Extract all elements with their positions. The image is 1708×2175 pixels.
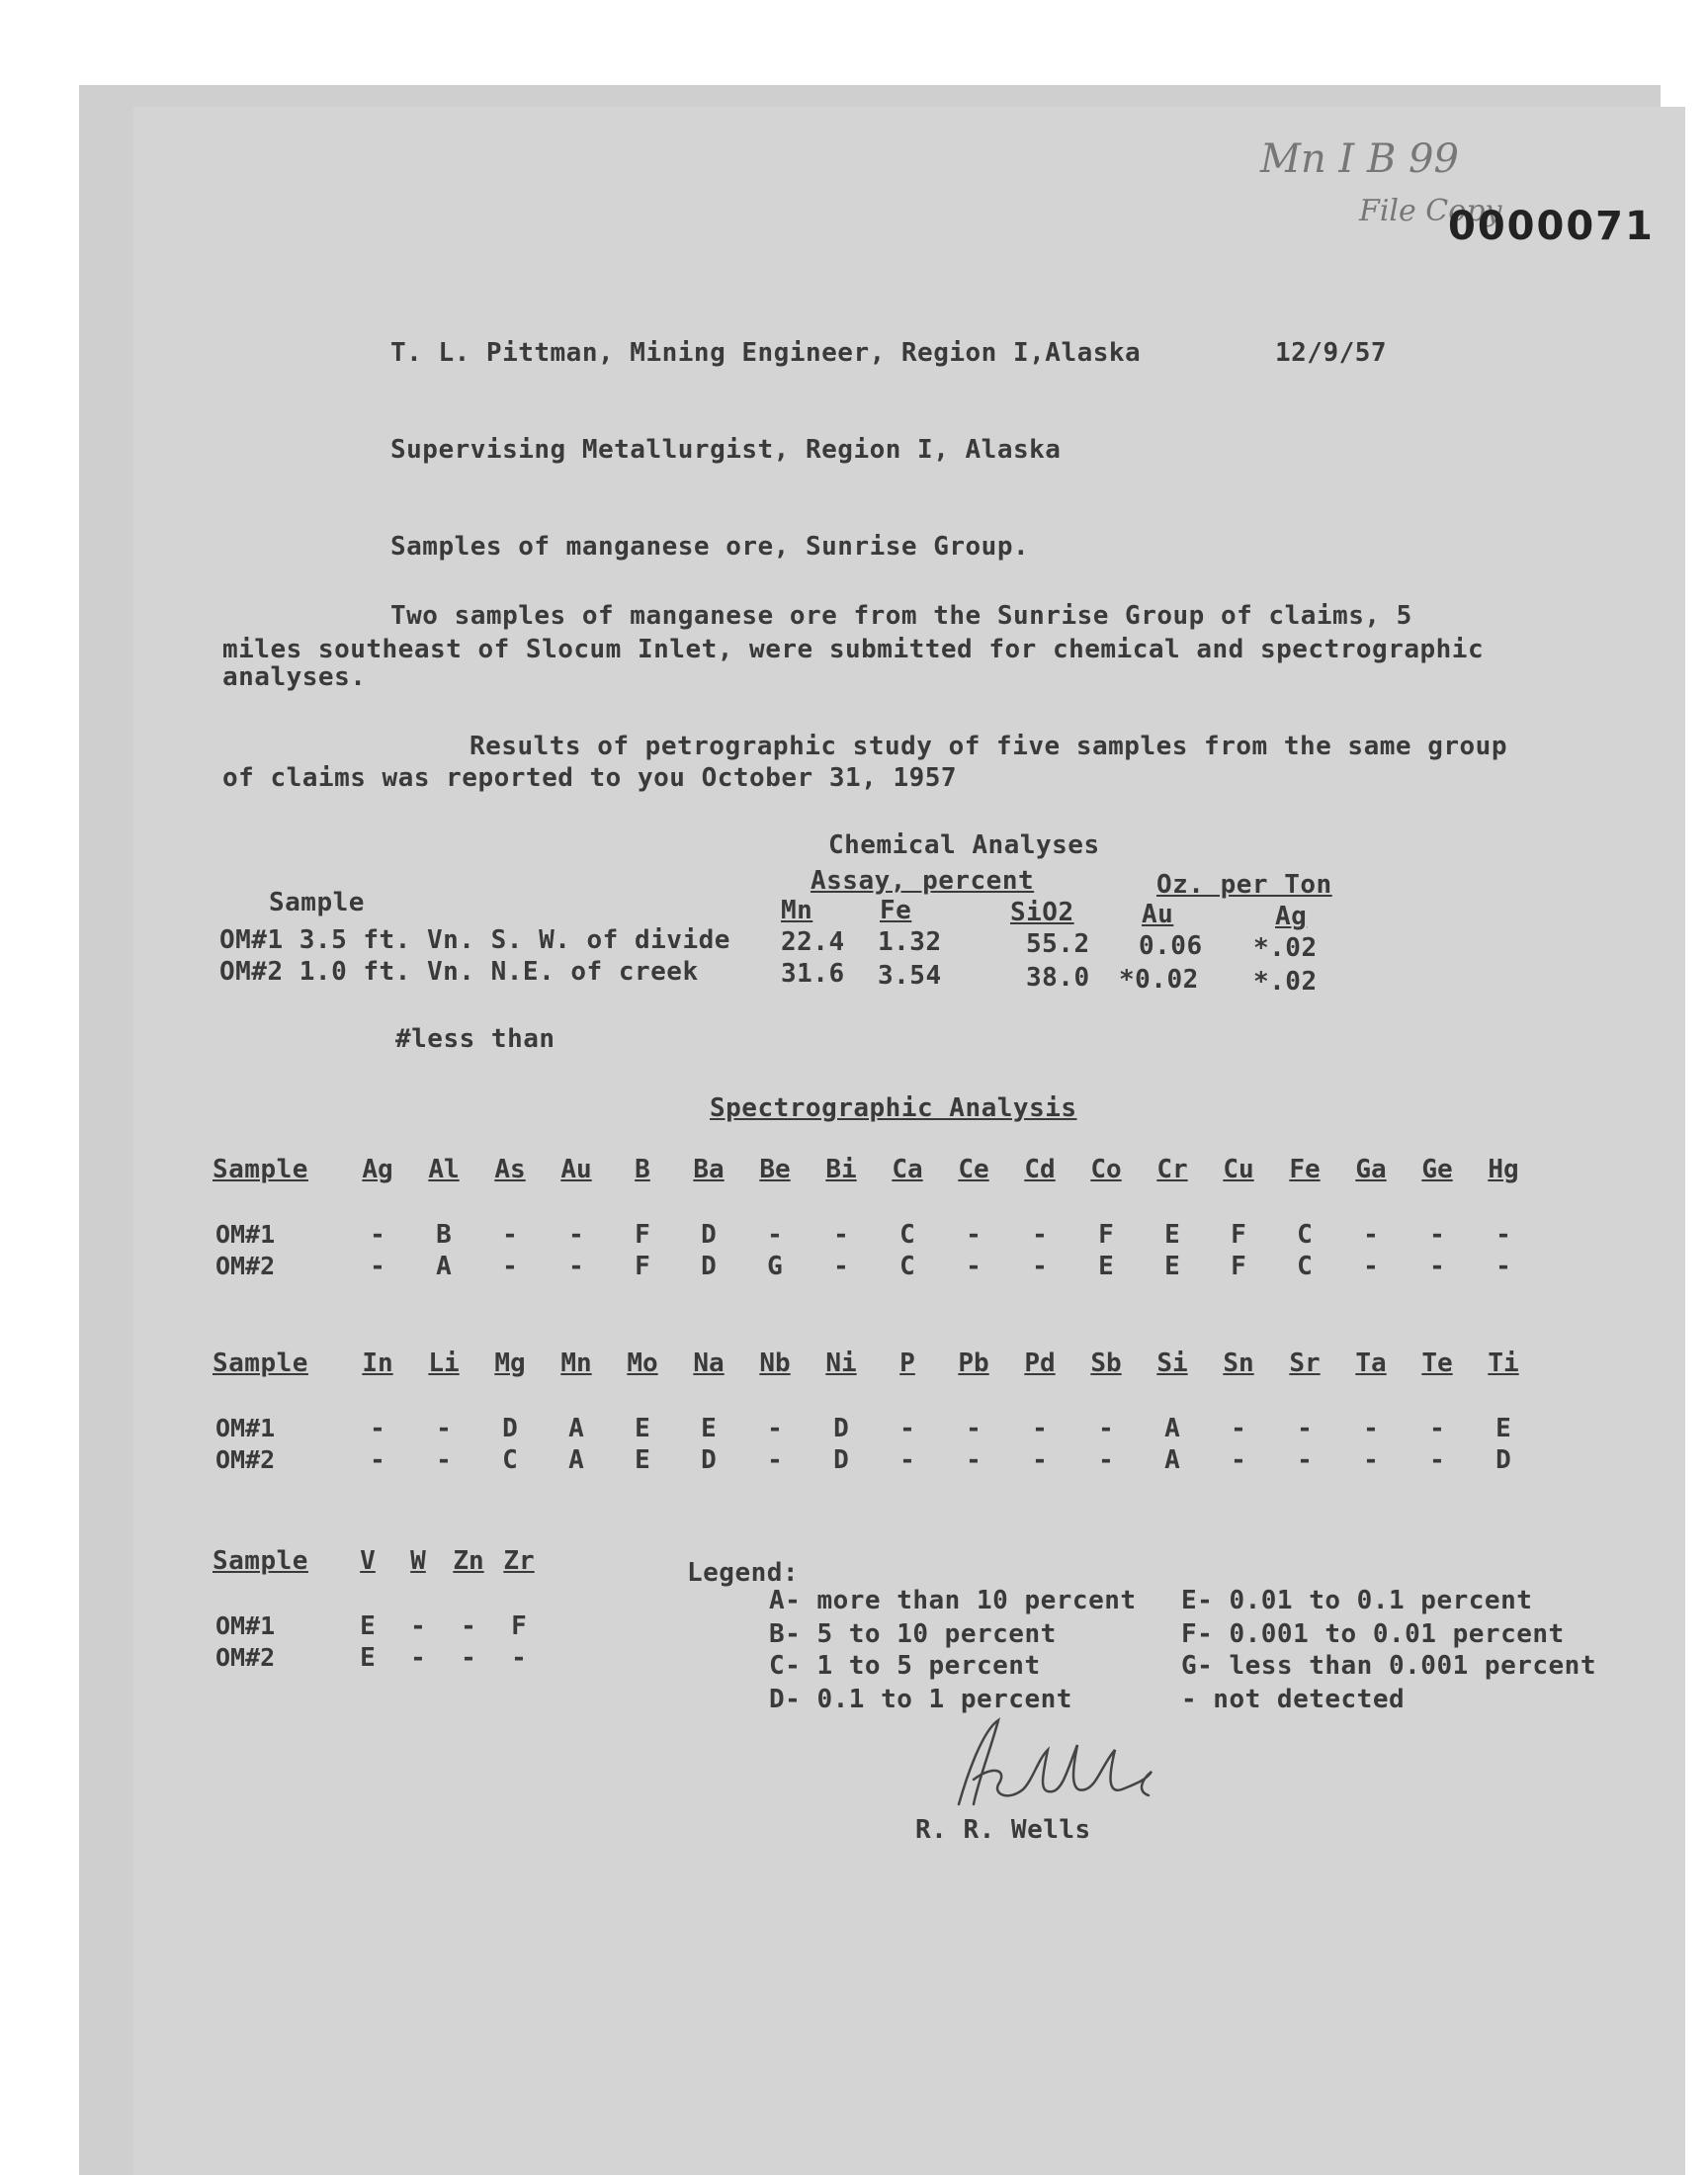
spectro-cell: -: [833, 1252, 849, 1281]
spectro-element-header: B: [635, 1155, 650, 1184]
chem-col-ag: Ag: [1275, 902, 1308, 931]
spectro-title: Spectrographic Analysis: [710, 1093, 1077, 1123]
chem-col-fe: Fe: [880, 896, 912, 925]
spectro-sample-header: Sample: [213, 1155, 308, 1184]
spectro-cell: -: [966, 1252, 982, 1281]
spectro-cell: -: [511, 1643, 527, 1673]
spectro-cell: -: [966, 1445, 982, 1475]
spectro-cell: -: [1495, 1252, 1511, 1281]
spectro-element-header: Co: [1090, 1155, 1122, 1184]
spectro-cell: -: [461, 1643, 476, 1673]
spectro-cell: -: [1032, 1414, 1048, 1443]
spectro-cell: -: [370, 1414, 385, 1443]
spectro-cell: -: [436, 1445, 452, 1475]
spectro-cell: -: [1363, 1414, 1379, 1443]
chem-row1-au: 0.06: [1139, 931, 1203, 961]
spectro-cell: -: [502, 1252, 518, 1281]
chem-row1-sio2: 55.2: [1026, 929, 1090, 959]
chem-row2-label: OM#2 1.0 ft. Vn. N.E. of creek: [219, 957, 699, 987]
spectro-cell: D: [701, 1445, 717, 1475]
spectro-element-header: Mg: [494, 1348, 526, 1378]
spectro-cell: -: [966, 1220, 982, 1250]
spectro-cell: E: [360, 1643, 376, 1673]
spectro-element-header: Ba: [693, 1155, 725, 1184]
spectro-element-header: Ge: [1421, 1155, 1453, 1184]
spectro-cell: -: [410, 1611, 426, 1641]
signature: [939, 1710, 1176, 1819]
chem-row2-fe: 3.54: [878, 961, 942, 991]
paragraph2-line1: Results of petrographic study of five samples from the same group: [470, 732, 1507, 761]
spectro-cell: -: [899, 1414, 915, 1443]
spectro-cell: A: [436, 1252, 452, 1281]
spectro-element-header: Nb: [759, 1348, 791, 1378]
spectro-cell: F: [511, 1611, 527, 1641]
paper-sheet-inner: [133, 107, 1685, 2175]
spectro-cell: -: [767, 1414, 783, 1443]
spectro-element-header: As: [494, 1155, 526, 1184]
spectro-cell: -: [1429, 1220, 1445, 1250]
chem-col-sio2: SiO2: [1010, 898, 1074, 927]
spectro-element-header: Al: [428, 1155, 460, 1184]
paragraph1-line3: analyses.: [222, 662, 367, 692]
spectro-element-header: Bi: [825, 1155, 857, 1184]
memo-date: 12/9/57: [1275, 338, 1388, 368]
assay-header: Assay, percent: [811, 866, 1035, 896]
paragraph1-line1: Two samples of manganese ore from the Sunrise Group of claims, 5: [390, 601, 1412, 631]
legend-g: G- less than 0.001 percent: [1181, 1651, 1596, 1681]
spectro-cell: -: [1363, 1220, 1379, 1250]
spectro-element-header: Ta: [1355, 1348, 1387, 1378]
spectro-element-header: Cd: [1024, 1155, 1056, 1184]
spectro-element-header: V: [360, 1546, 376, 1576]
spectro-cell: A: [568, 1414, 584, 1443]
spectro-sample-header: Sample: [213, 1348, 308, 1378]
spectro-cell: -: [1429, 1445, 1445, 1475]
document-number-stamp: 0000071: [1448, 204, 1655, 249]
handwritten-file-note: File Copy: [1359, 194, 1502, 228]
legend-a: A- more than 10 percent: [769, 1586, 1137, 1615]
spectro-cell: -: [767, 1445, 783, 1475]
spectro-cell: C: [899, 1220, 915, 1250]
spectro-cell: D: [701, 1220, 717, 1250]
handwritten-reference: Mn I B 99: [1260, 136, 1459, 182]
legend-e: E- 0.01 to 0.1 percent: [1181, 1586, 1533, 1615]
from-line: T. L. Pittman, Mining Engineer, Region I,Alaska: [390, 338, 1142, 368]
spectro-cell: E: [360, 1611, 376, 1641]
spectro-cell: -: [1297, 1414, 1313, 1443]
spectro-cell: D: [1495, 1445, 1511, 1475]
spectro-element-header: Au: [560, 1155, 592, 1184]
chem-row2-mn: 31.6: [781, 959, 845, 989]
spectro-cell: -: [461, 1611, 476, 1641]
spectro-element-header: Na: [693, 1348, 725, 1378]
spectro-cell: C: [1297, 1252, 1313, 1281]
spectro-cell: -: [1363, 1445, 1379, 1475]
chem-col-mn: Mn: [781, 896, 813, 925]
spectro-cell: -: [1429, 1252, 1445, 1281]
spectro-element-header: Pd: [1024, 1348, 1056, 1378]
spectro-element-header: Ca: [892, 1155, 923, 1184]
spectro-cell: -: [502, 1220, 518, 1250]
spectro-cell: E: [635, 1445, 650, 1475]
spectro-cell: D: [833, 1414, 849, 1443]
spectro-element-header: P: [899, 1348, 915, 1378]
chem-col-au: Au: [1142, 900, 1174, 929]
oz-per-ton-header: Oz. per Ton: [1156, 870, 1332, 900]
chemical-sample-header: Sample: [269, 888, 365, 917]
spectro-cell: F: [1231, 1252, 1246, 1281]
legend-title: Legend:: [687, 1558, 800, 1588]
spectro-cell: F: [1098, 1220, 1114, 1250]
spectro-cell: D: [701, 1252, 717, 1281]
legend-not-detected: - not detected: [1181, 1685, 1406, 1714]
spectro-cell: -: [966, 1414, 982, 1443]
spectro-element-header: Sb: [1090, 1348, 1122, 1378]
spectro-cell: E: [1495, 1414, 1511, 1443]
spectro-element-header: Mo: [627, 1348, 658, 1378]
spectro-cell: -: [1098, 1414, 1114, 1443]
spectro-cell: F: [635, 1220, 650, 1250]
spectro-element-header: Cr: [1156, 1155, 1188, 1184]
chem-row2-ag: *.02: [1253, 967, 1318, 997]
spectro-cell: -: [1297, 1445, 1313, 1475]
spectro-cell: -: [1231, 1445, 1246, 1475]
spectro-cell: -: [833, 1220, 849, 1250]
spectro-cell: -: [568, 1220, 584, 1250]
spectro-cell: B: [436, 1220, 452, 1250]
spectro-cell: E: [1098, 1252, 1114, 1281]
legend-d: D- 0.1 to 1 percent: [769, 1685, 1072, 1714]
spectro-element-header: Te: [1421, 1348, 1453, 1378]
spectro-cell: D: [502, 1414, 518, 1443]
spectro-element-header: Fe: [1289, 1155, 1321, 1184]
spectro-cell: C: [502, 1445, 518, 1475]
spectro-cell: E: [1164, 1220, 1180, 1250]
spectro-element-header: In: [362, 1348, 393, 1378]
spectro-row-label: OM#2: [215, 1252, 276, 1280]
chemical-title: Chemical Analyses: [828, 830, 1100, 860]
spectro-element-header: Sn: [1223, 1348, 1254, 1378]
spectro-row-label: OM#2: [215, 1445, 276, 1474]
spectro-cell: -: [1032, 1445, 1048, 1475]
spectro-cell: -: [370, 1445, 385, 1475]
chem-row1-label: OM#1 3.5 ft. Vn. S. W. of divide: [219, 925, 730, 955]
spectro-cell: -: [370, 1220, 385, 1250]
spectro-element-header: Ti: [1488, 1348, 1519, 1378]
spectro-cell: C: [899, 1252, 915, 1281]
spectro-cell: -: [1032, 1252, 1048, 1281]
spectro-element-header: Zr: [503, 1546, 535, 1576]
spectro-cell: E: [1164, 1252, 1180, 1281]
spectro-cell: -: [410, 1643, 426, 1673]
spectro-cell: -: [1231, 1414, 1246, 1443]
chem-row1-fe: 1.32: [878, 927, 942, 957]
spectro-element-header: Cu: [1223, 1155, 1254, 1184]
spectro-element-header: W: [410, 1546, 426, 1576]
subject-line: Samples of manganese ore, Sunrise Group.: [390, 532, 1030, 562]
spectro-cell: D: [833, 1445, 849, 1475]
spectro-cell: -: [1429, 1414, 1445, 1443]
chem-row1-ag: *.02: [1253, 933, 1318, 963]
spectro-sample-header: Sample: [213, 1546, 308, 1576]
paragraph1-line2: miles southeast of Slocum Inlet, were submitted for chemical and spectrographic: [222, 635, 1485, 664]
spectro-row-label: OM#1: [215, 1414, 276, 1442]
legend-f: F- 0.001 to 0.01 percent: [1181, 1619, 1565, 1649]
spectro-element-header: Zn: [453, 1546, 484, 1576]
spectro-row-label: OM#2: [215, 1643, 276, 1672]
spectro-row-label: OM#1: [215, 1611, 276, 1640]
spectro-element-header: Sr: [1289, 1348, 1321, 1378]
spectro-element-header: Be: [759, 1155, 791, 1184]
spectro-element-header: Li: [428, 1348, 460, 1378]
chem-row2-au: *0.02: [1119, 965, 1199, 995]
spectro-cell: E: [701, 1414, 717, 1443]
spectro-element-header: Ag: [362, 1155, 393, 1184]
spectro-element-header: Si: [1156, 1348, 1188, 1378]
spectro-cell: -: [1363, 1252, 1379, 1281]
spectro-element-header: Ce: [958, 1155, 989, 1184]
spectro-cell: A: [1164, 1414, 1180, 1443]
spectro-cell: -: [767, 1220, 783, 1250]
spectro-cell: A: [1164, 1445, 1180, 1475]
spectro-cell: -: [436, 1414, 452, 1443]
spectro-cell: F: [1231, 1220, 1246, 1250]
spectro-cell: E: [635, 1414, 650, 1443]
spectro-element-header: Ga: [1355, 1155, 1387, 1184]
spectro-row-label: OM#1: [215, 1220, 276, 1249]
spectro-cell: -: [1495, 1220, 1511, 1250]
spectro-element-header: Ni: [825, 1348, 857, 1378]
paragraph2-line2: of claims was reported to you October 31, 1957: [222, 763, 958, 793]
chem-row2-sio2: 38.0: [1026, 963, 1090, 993]
spectro-cell: C: [1297, 1220, 1313, 1250]
spectro-cell: F: [635, 1252, 650, 1281]
legend-b: B- 5 to 10 percent: [769, 1619, 1057, 1649]
signature-name: R. R. Wells: [915, 1815, 1091, 1845]
spectro-element-header: Hg: [1488, 1155, 1519, 1184]
chem-row1-mn: 22.4: [781, 927, 845, 957]
legend-c: C- 1 to 5 percent: [769, 1651, 1041, 1681]
spectro-cell: -: [370, 1252, 385, 1281]
spectro-cell: -: [1032, 1220, 1048, 1250]
spectro-cell: -: [1098, 1445, 1114, 1475]
spectro-cell: -: [899, 1445, 915, 1475]
spectro-cell: -: [568, 1252, 584, 1281]
chemical-footnote: #less than: [395, 1024, 555, 1054]
spectro-element-header: Mn: [560, 1348, 592, 1378]
spectro-element-header: Pb: [958, 1348, 989, 1378]
spectro-cell: G: [767, 1252, 783, 1281]
spectro-cell: A: [568, 1445, 584, 1475]
to-line: Supervising Metallurgist, Region I, Alaska: [390, 435, 1062, 465]
